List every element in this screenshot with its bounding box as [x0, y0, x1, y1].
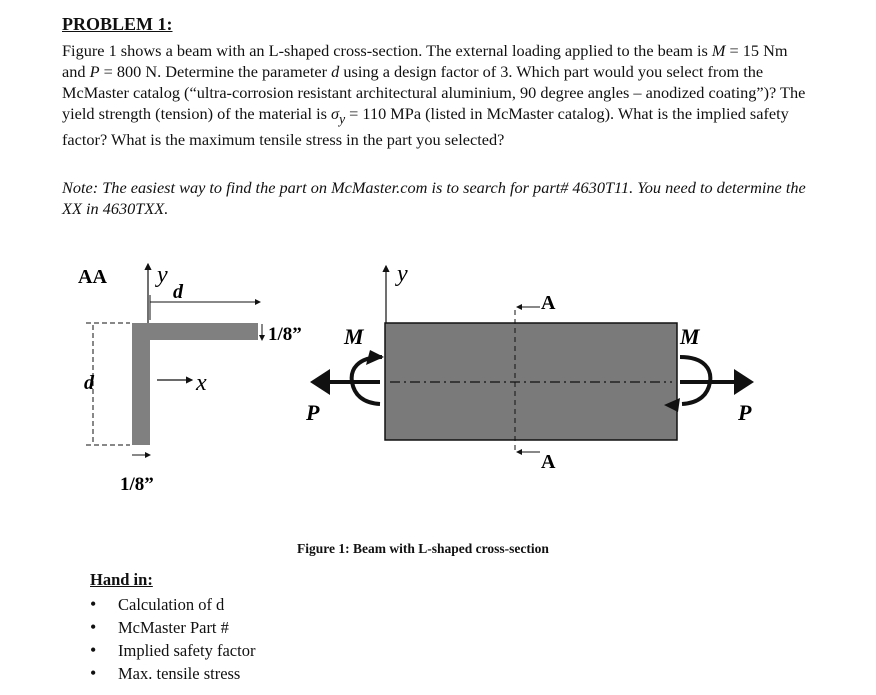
problem-note: Note: The easiest way to find the part on McMaster.com is to search for part# 4630T11. You need to determine the XX in 4630TXX. [62, 178, 806, 218]
problem-statement: Figure 1 shows a beam with an L-shaped cross-section. The external loading applied to the beam is M = 15 Nm and P = 800 N. Determine the parameter d using a design factor of 3. Which part would you select from the McMaster catalog (“ultra-corrosion resistant architectural aluminium, 90 degree angles – anodized coating”)? The yield strength (tension) of the material is $\sigma_y = 110$ MPa (listed in McMaster catalog). What is the implied safety factor? What is the maximum tensile stress in the part you selected? [62, 41, 806, 150]
d-label-side: d [84, 372, 94, 394]
y-axis-label-section: y [157, 262, 168, 288]
thickness-label-top: 1/8” [268, 324, 302, 345]
section-cut-label-top: A [541, 292, 556, 314]
force-arrowhead-right [734, 369, 754, 395]
d-label-top: d [173, 281, 183, 303]
y-axis-label-beam: y [397, 261, 408, 287]
problem-title: PROBLEM 1: [62, 14, 173, 34]
moment-arrowhead-left [366, 350, 384, 365]
x-axis-label-section: x [196, 370, 207, 396]
l-section-shape [132, 323, 258, 445]
moment-label-left: M [344, 324, 364, 349]
figure-caption: Figure 1: Beam with L-shaped cross-section [297, 541, 549, 556]
section-label: AA [78, 266, 107, 288]
force-label-left: P [306, 400, 320, 425]
list-item: • Max. tensile stress [90, 662, 255, 685]
thickness-label-bottom: 1/8” [120, 474, 154, 495]
section-cut-label-bottom: A [541, 451, 556, 473]
hand-in-section [90, 568, 255, 685]
list-item: • Implied safety factor [90, 639, 255, 662]
list-item: • Calculation of d [90, 593, 255, 616]
beam-figure [0, 250, 876, 510]
force-label-right: P [738, 400, 752, 425]
list-item: • McMaster Part # [90, 616, 255, 639]
moment-label-right: M [680, 324, 700, 349]
hand-in-list [90, 593, 255, 685]
hand-in-title: Hand in: [90, 570, 153, 589]
force-arrowhead-left [310, 369, 330, 395]
